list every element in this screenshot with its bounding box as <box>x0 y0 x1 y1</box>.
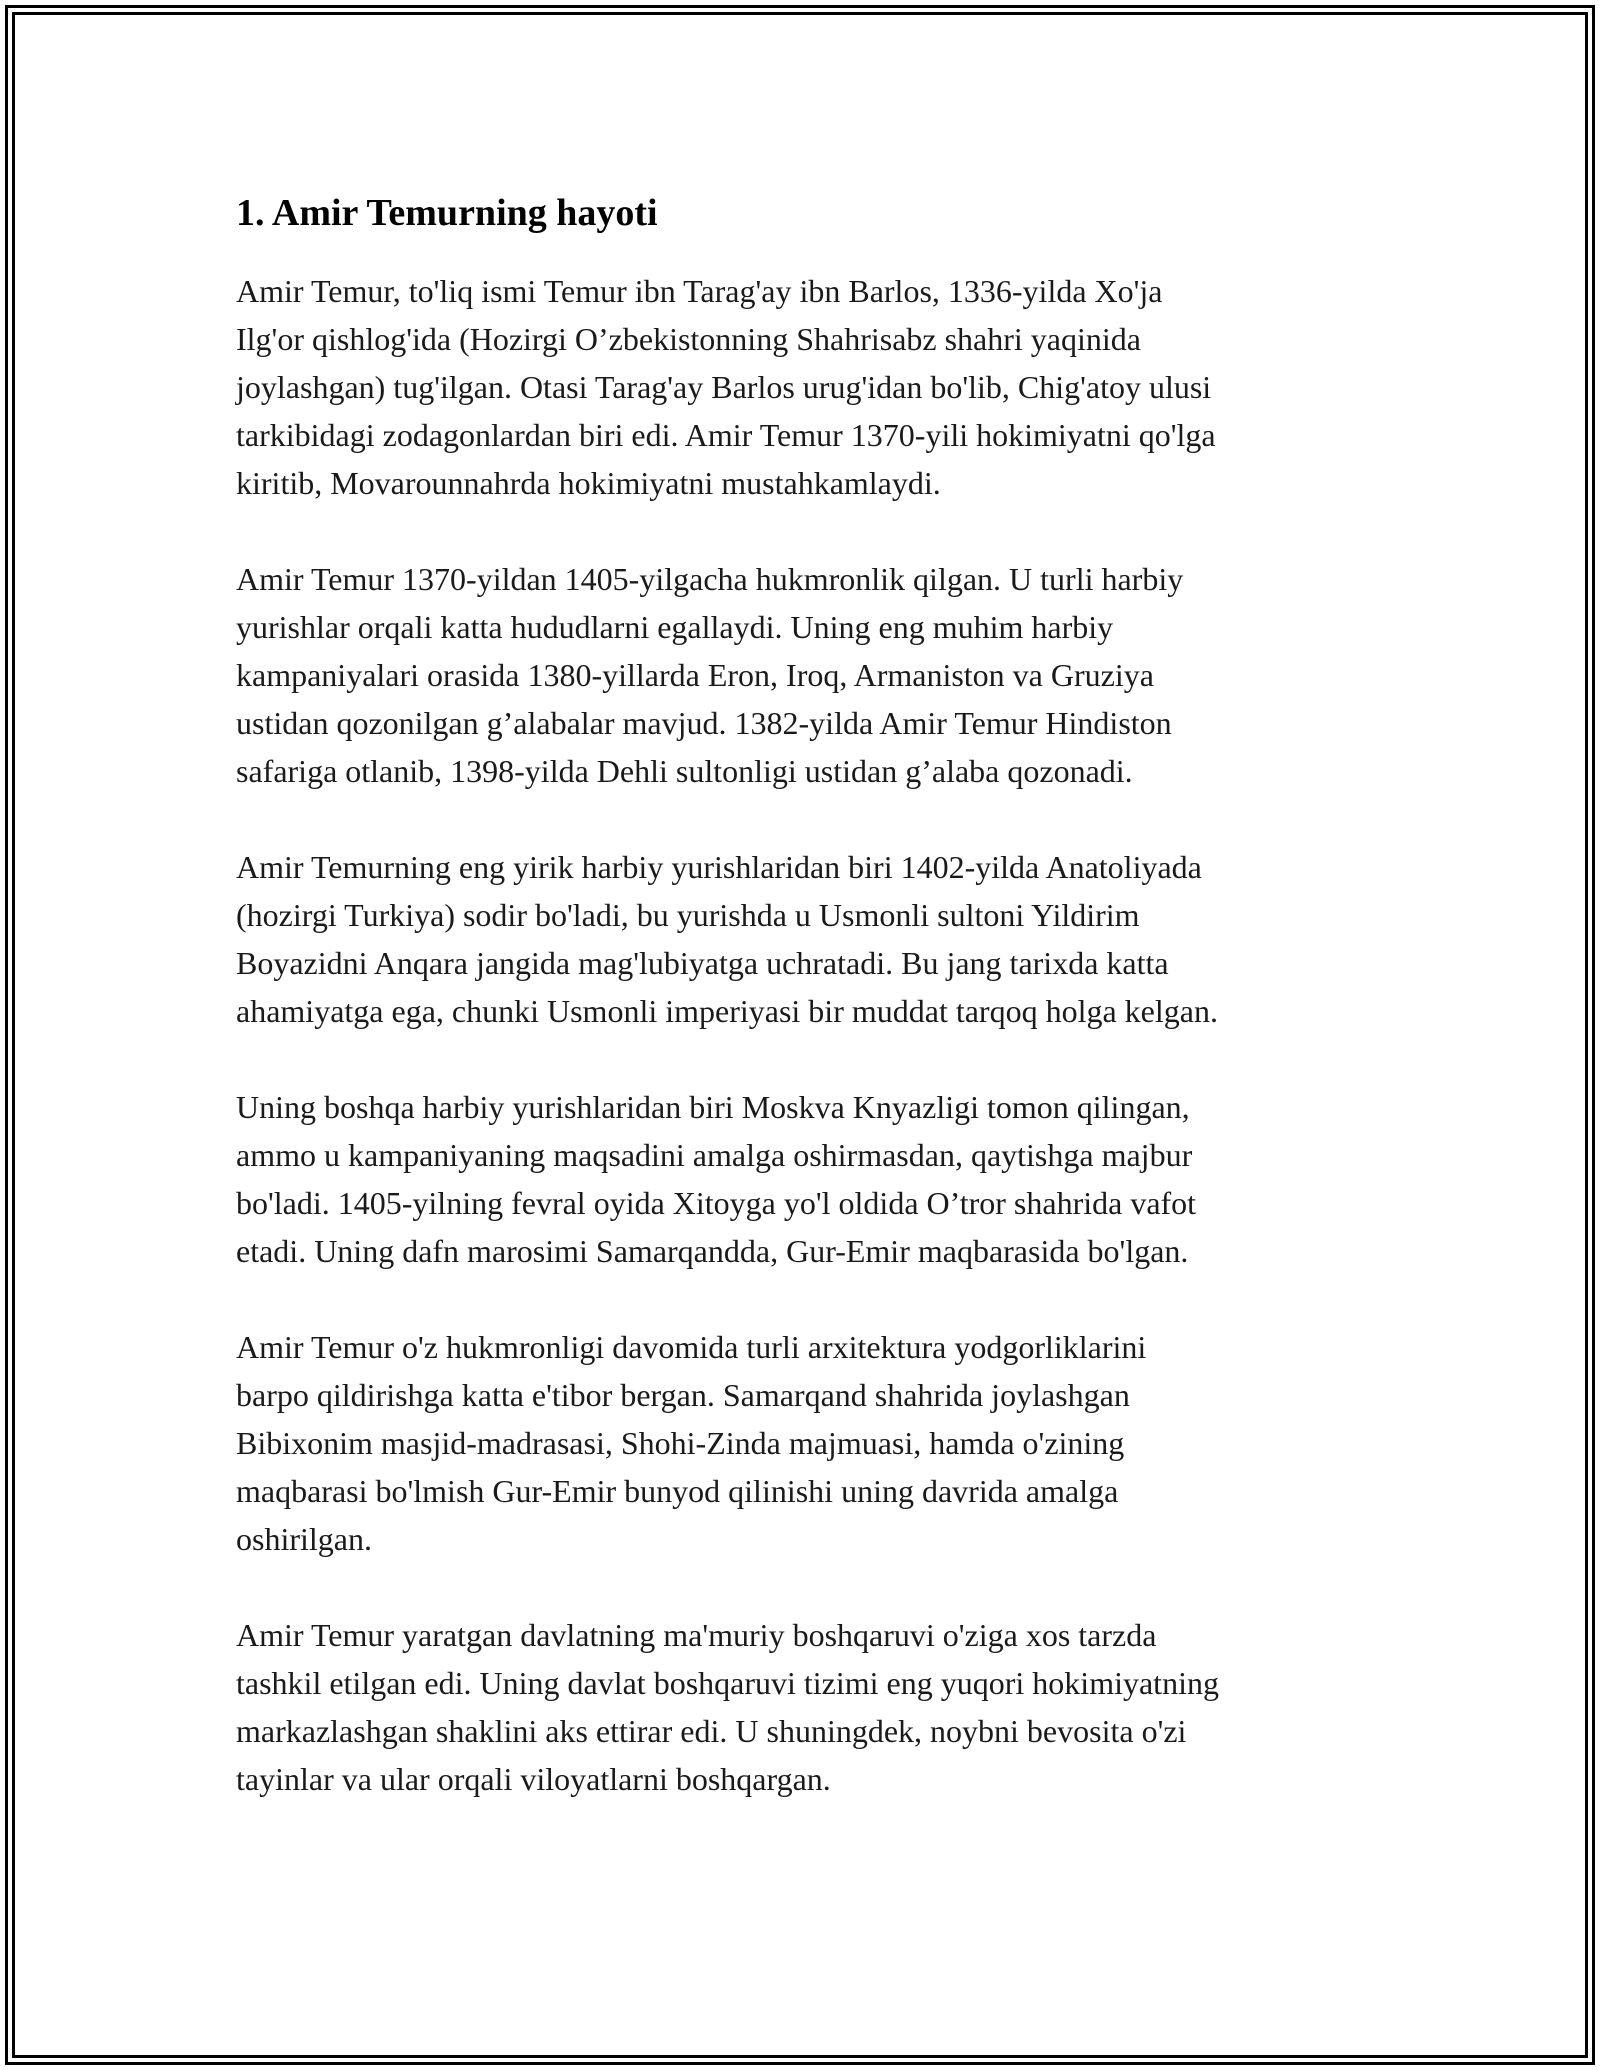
paragraph-administration: Amir Temur yaratgan davlatning ma'muriy boshqaruvi o'ziga xos tarzda tashkil etilgan edi. Uning davlat boshqaruvi tizimi eng yuqori hokimiyatning markazlashgan shaklini aks ettirar edi. U shuningdek, noybni bevosita o'zi tayinlar va ular orqali viloyatlarni boshqargan. <box>236 1617 1219 1797</box>
document-body <box>236 185 1386 1851</box>
section-heading: 1. Amir Temurning hayoti <box>236 192 658 234</box>
paragraph-moscow-campaign: Uning boshqa harbiy yurishlaridan biri Moskva Knyazligi tomon qilingan, ammo u kampaniyaning maqsadini amalga oshirmasdan, qaytishga majbur bo'ladi. 1405-yilning fevral oyida Xitoyga yo'l oldida O’tror shahrida vafot etadi. Uning dafn marosimi Samarqandda, Gur-Emir maqbarasida bo'lgan. <box>236 1089 1197 1269</box>
paragraph-biography: Amir Temur, to'liq ismi Temur ibn Tarag'ay ibn Barlos, 1336-yilda Xo'ja Ilg'or qishlog'ida (Hozirgi O’zbekistonning Shahrisabz shahri yaqinida joylashgan) tug'ilgan. Otasi Tarag'ay Barlos urug'idan bo'lib, Chig'atoy ulusi tarkibidagi zodagonlardan biri edi. Amir Temur 1370-yili hokimiyatni qo'lga kiritib, Movarounnahrda hokimiyatni mustahkamlaydi. <box>236 273 1216 501</box>
paragraph-reign: Amir Temur 1370-yildan 1405-yilgacha hukmronlik qilgan. U turli harbiy yurishlar orqali katta hududlarni egallaydi. Uning eng muhim harbiy kampaniyalari orasida 1380-yillarda Eron, Iroq, Armaniston va Gruziya ustidan qozonilgan g’alabalar mavjud. 1382-yilda Amir Temur Hindiston safariga otlanib, 1398-yilda Dehli sultonligi ustidan g’alaba qozonadi. <box>236 561 1184 789</box>
paragraph-anatolia-campaign: Amir Temurning eng yirik harbiy yurishlaridan biri 1402-yilda Anatoliyada (hozirgi Turkiya) sodir bo'ladi, bu yurishda u Usmonli sultoni Yildirim Boyazidni Anqara jangida mag'lubiyatga uchratadi. Bu jang tarixda katta ahamiyatga ega, chunki Usmonli imperiyasi bir muddat tarqoq holga kelgan. <box>236 849 1218 1029</box>
paragraph-architecture: Amir Temur o'z hukmronligi davomida turli arxitektura yodgorliklarini barpo qildirishga katta e'tibor bergan. Samarqand shahrida joylashgan Bibixonim masjid-madrasasi, Shohi-Zinda majmuasi, hamda o'zining maqbarasi bo'lmish Gur-Emir bunyod qilinishi uning davrida amalga oshirilgan. <box>236 1329 1147 1557</box>
